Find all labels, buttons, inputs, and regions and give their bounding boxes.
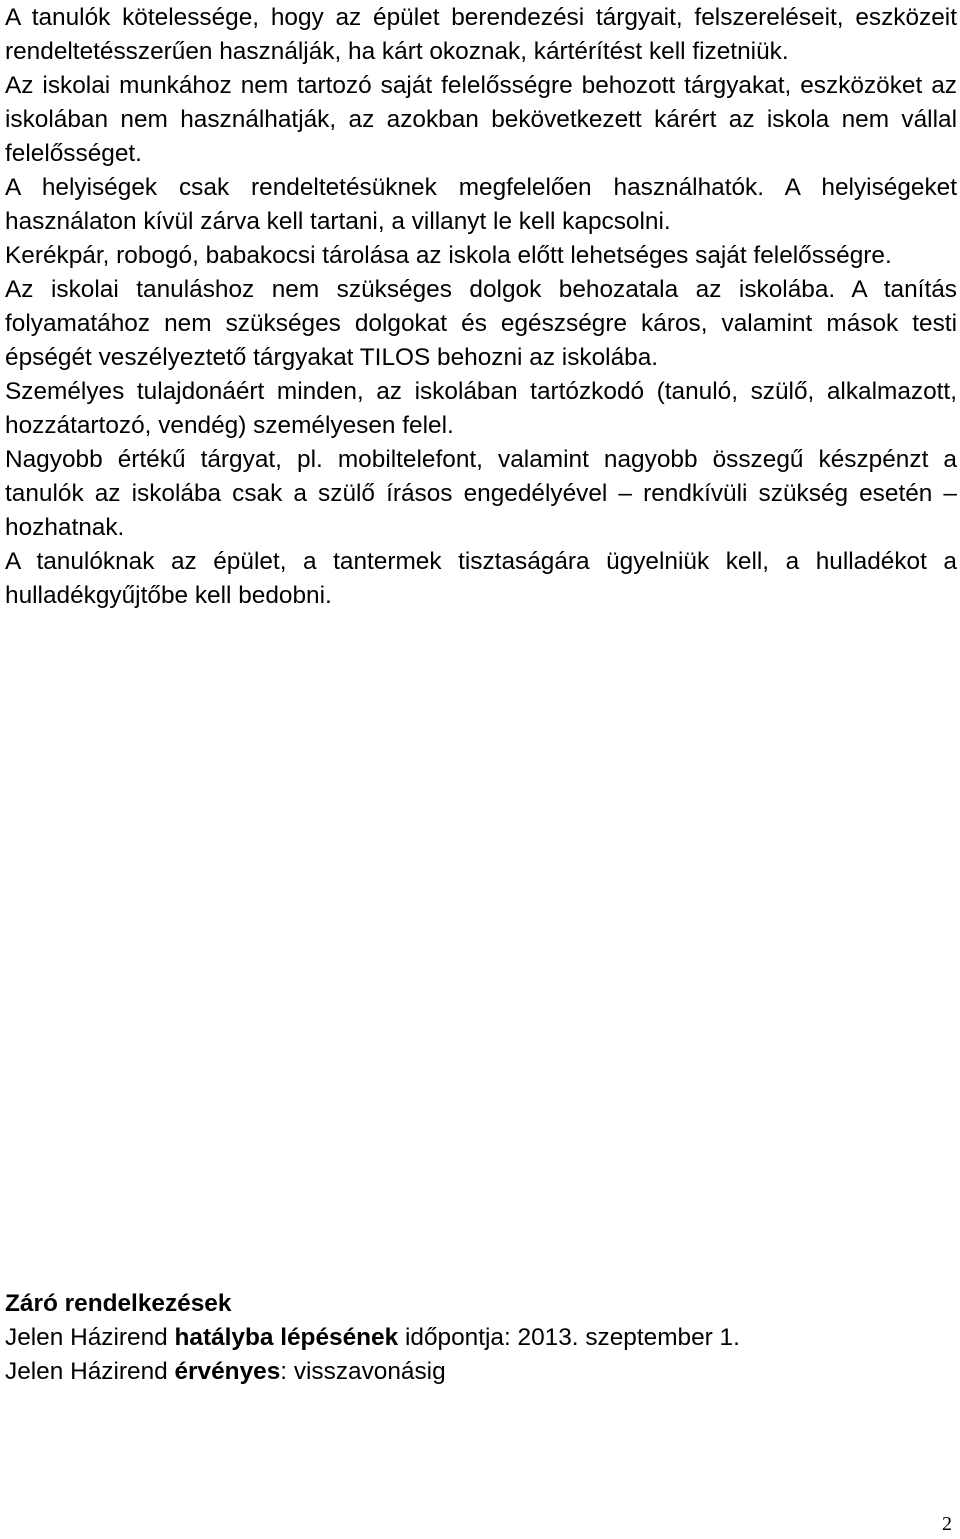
validity-line — [5, 1355, 957, 1389]
validity-prefix: Jelen Házirend — [5, 1358, 175, 1385]
validity-bold: érvényes — [174, 1358, 281, 1385]
effective-date-bold: hatályba lépésének — [174, 1324, 399, 1351]
paragraph-prohibited-items: Az iskolai tanuláshoz nem szükséges dolgok behozatala az iskolába. A tanítás folyamatához nem szükséges dolgokat és egészségre káros, valamint mások testi épségét veszélyeztető tárgyakat TILOS behozni az iskolába. — [5, 276, 957, 371]
closing-heading: Záró rendelkezések — [5, 1290, 232, 1317]
validity-suffix: : visszavonásig — [280, 1358, 446, 1385]
house-rules-body — [5, 1, 957, 613]
paragraph-equipment-care: A tanulók kötelessége, hogy az épület berendezési tárgyait, felszereléseit, eszközeit rendeltetésszerűen használják, ha kárt okoznak, kártérítést kell fizetniük. — [5, 4, 957, 65]
paragraph-bicycle-storage: Kerékpár, robogó, babakocsi tárolása az iskola előtt lehetséges saját felelősségre. — [5, 242, 892, 269]
paragraph-personal-items: Az iskolai munkához nem tartozó saját felelősségre behozott tárgyakat, eszközöket az iskolában nem használhatják, az azokban bekövetkezett kárért az iskola nem vállal felelősséget. — [5, 72, 957, 167]
effective-date-suffix: időpontja: 2013. szeptember 1. — [398, 1324, 740, 1351]
paragraph-valuables: Nagyobb értékű tárgyat, pl. mobiltelefont, valamint nagyobb összegű készpénzt a tanulók az iskolába csak a szülő írásos engedélyével – rendkívüli szükség esetén – hozhatnak. — [5, 446, 957, 541]
paragraph-personal-property: Személyes tulajdonáért minden, az iskolában tartózkodó (tanuló, szülő, alkalmazott, hozzátartozó, vendég) személyesen felel. — [5, 378, 957, 439]
effective-date-prefix: Jelen Házirend — [5, 1324, 175, 1351]
paragraph-cleanliness: A tanulóknak az épület, a tantermek tisztaságára ügyelniük kell, a hulladékot a hulladékgyűjtőbe kell bedobni. — [5, 548, 957, 609]
paragraph-room-usage: A helyiségek csak rendeltetésüknek megfelelően használhatók. A helyiségeket használaton kívül zárva kell tartani, a villanyt le kell kapcsolni. — [5, 174, 957, 235]
closing-provisions — [5, 1287, 957, 1389]
page-number: 2 — [942, 1513, 952, 1535]
effective-date-line — [5, 1321, 957, 1355]
